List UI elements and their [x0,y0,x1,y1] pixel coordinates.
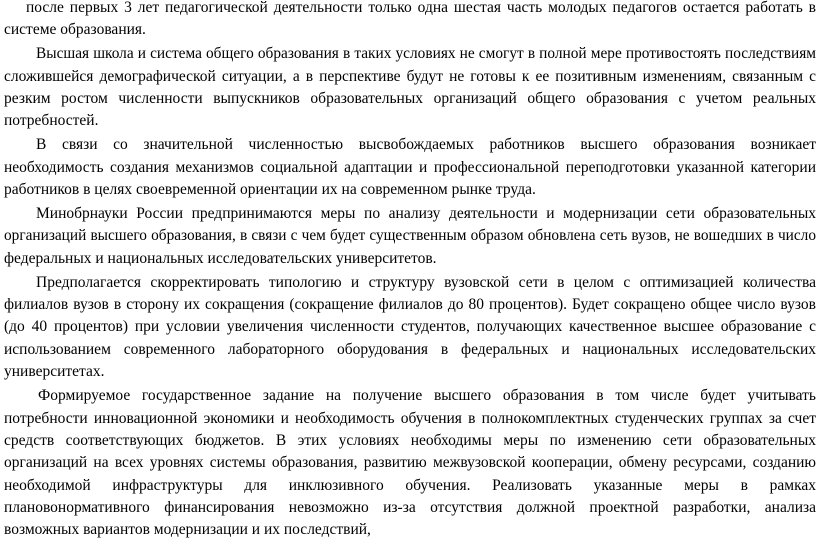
paragraph-4 [4,203,816,270]
text-line: В связи со значительной численностью высвобождаемых работников высшего образования возникает [36,136,816,154]
paragraph-3 [4,134,816,201]
text-line: федеральных и национальных исследовательских университетов. [4,249,437,267]
text-line: Формируемое государственное задание на получение высшего образования в том числе будет учитывать [38,387,816,405]
text-line: использованием современного лабораторного оборудования в федеральных и национальных исследовательских [4,340,816,358]
text-line: работников в целях своевременной ориентации их на современном рынке труда. [4,181,536,199]
paragraph-5 [4,272,816,384]
paragraph-1 [4,0,816,42]
text-line: потребностей. [4,112,99,130]
text-line: системе образования. [4,21,146,39]
text-line: резким ростом численности выпускников образовательных организаций общего образования с учетом реальных [4,90,816,108]
text-line: Высшая школа и система общего образования в таких условиях не смогут в полной мере противостоять последствиям [36,45,816,63]
text-line: Предполагается скорректировать типологию и структуру вузовской сети в целом с оптимизацией количества [36,273,816,291]
paragraph-2 [4,43,816,133]
text-line: организаций высшего образования, в связи с чем будет существенным образом обновлена сеть вузов, не вошедших в число [4,227,816,245]
text-line: университетах. [4,363,105,381]
text-line: филиалов вузов в сторону их сокращения (сокращение филиалов до 80 процентов). Будет сокращено общее число вузов [4,296,816,314]
text-line: потребности инновационной экономики и необходимость обучения в полнокомплектных студенческих группах за счет [4,409,816,427]
paragraph-6 [4,385,816,542]
text-line: (до 40 процентов) при условии увеличения численности студентов, получающих качественное высшее образование с [4,318,816,336]
text-line: плановонормативного финансирования невозможно из-за отсутствия должной проектной разработки, анализа [4,499,816,517]
text-line: необходимость создания механизмов социальной адаптации и профессиональной переподготовки указанной категории [4,158,816,176]
text-line: после первых 3 лет педагогической деятельности только одна шестая часть молодых педагогов остается работать в [26,0,816,16]
text-line: средств соответствующих бюджетов. В этих условиях необходимы меры по изменению сети образовательных [4,431,816,449]
text-line: сложившейся демографической ситуации, а в перспективе будут не готовы к ее позитивным изменениям, связанным с [4,67,816,85]
text-line: организаций на всех уровнях системы образования, развитию межвузовской кооперации, обмену ресурсами, созданию [4,454,816,472]
text-line: необходимой инфраструктуры для инклюзивного обучения. Реализовать указанные меры в рамках [4,476,816,494]
text-line: Минобрнауки России предпринимаются меры по анализу деятельности и модернизации сети образовательных [36,205,816,223]
text-line: возможных вариантов модернизации и их последствий, [4,521,371,539]
